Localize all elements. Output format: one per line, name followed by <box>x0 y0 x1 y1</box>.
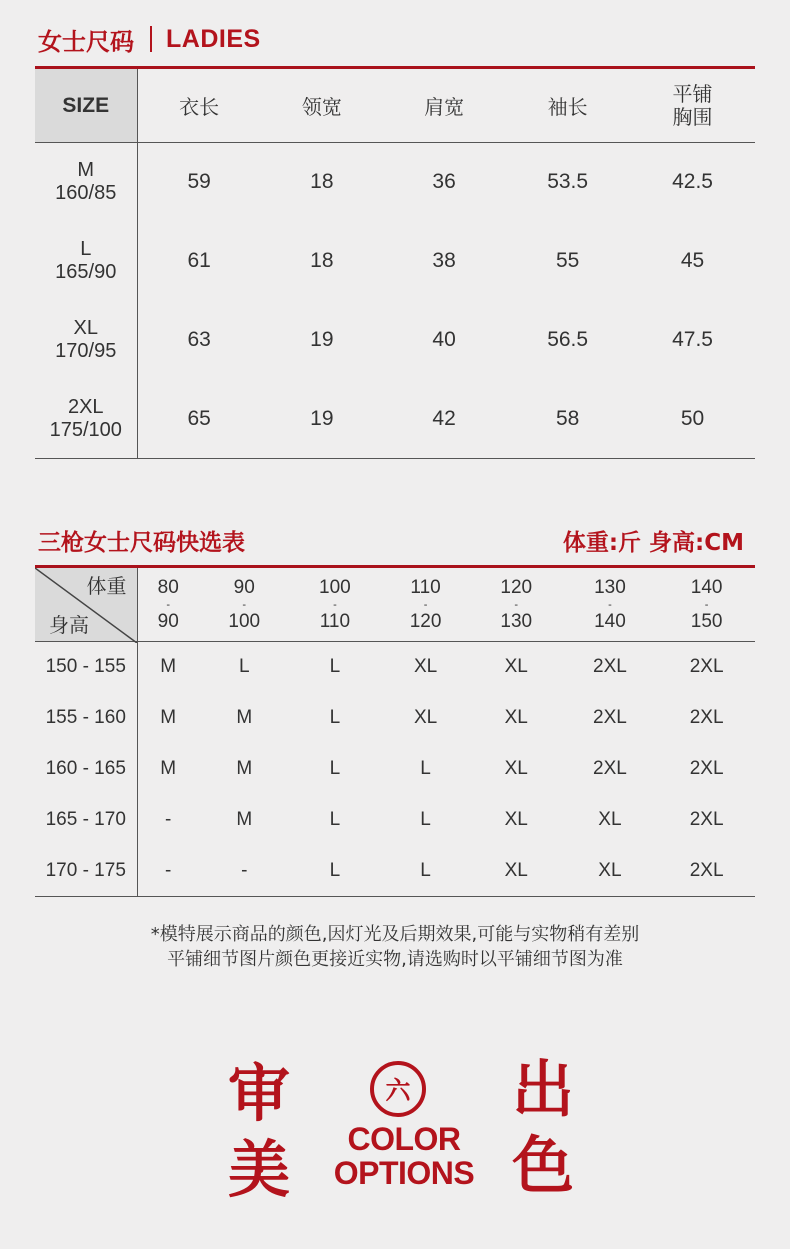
size-result: 2XL <box>593 758 627 779</box>
corner-cell <box>35 567 137 642</box>
size-result: L <box>238 656 250 678</box>
weight-from: 90 <box>233 576 255 598</box>
size-result: L <box>329 656 341 678</box>
weight-header <box>471 567 562 642</box>
size-result: 2XL <box>689 809 724 830</box>
size-result: 2XL <box>689 859 724 881</box>
size-result: 2XL <box>689 656 724 678</box>
weight-dash: - <box>608 598 612 611</box>
size-result: XL <box>598 859 622 881</box>
weight-dash: - <box>166 598 171 611</box>
logo-char-mei: 美 <box>228 1133 291 1206</box>
size-result: 2XL <box>689 707 724 728</box>
value-cell: 56.5 <box>547 328 589 351</box>
note-line-2: 平铺细节图片颜色更接近实物,请选购时以平铺细节图为准 <box>167 949 623 970</box>
value-cell: 59 <box>187 170 211 194</box>
color-options-logo <box>0 1055 790 1215</box>
size-result: - <box>241 859 248 881</box>
height-range: 155 - 160 <box>35 693 137 744</box>
weight-to: 110 <box>319 610 351 632</box>
size-result: M <box>160 758 177 779</box>
size-result: 2XL <box>593 656 627 678</box>
weight-dash: - <box>704 598 709 611</box>
quick-select-table <box>35 565 755 897</box>
size-result: XL <box>504 707 528 728</box>
value-cell: 42.5 <box>672 170 713 194</box>
weight-to: 100 <box>228 610 261 632</box>
weight-dash: - <box>514 598 519 611</box>
value-cell: 42 <box>432 406 456 430</box>
value-cell: 65 <box>187 406 211 430</box>
size-result: - <box>165 859 172 881</box>
weight-from: 100 <box>319 576 351 598</box>
header-shoulder: 肩宽 <box>383 68 505 143</box>
table-row <box>35 795 755 846</box>
table-row <box>35 642 755 693</box>
size-result: L <box>420 809 431 830</box>
header-chest-line2: 胸围 <box>672 104 713 129</box>
size-result: L <box>420 758 431 779</box>
height-range: 170 - 175 <box>35 846 137 897</box>
size-result: L <box>329 859 341 881</box>
table-row <box>35 744 755 795</box>
weight-to: 150 <box>690 610 723 632</box>
header-size: SIZE <box>35 68 137 143</box>
value-cell: 18 <box>310 170 334 194</box>
size-cell <box>35 143 137 222</box>
value-cell: 61 <box>187 249 211 272</box>
note-line-1: *模特展示商品的颜色,因灯光及后期效果,可能与实物稍有差别 <box>150 924 640 945</box>
size-result: XL <box>504 859 528 881</box>
weight-dash: - <box>242 598 247 611</box>
title-separator <box>150 26 152 52</box>
size-result: M <box>160 707 177 728</box>
unit-note: 体重:斤 身高:CM <box>562 530 744 556</box>
weight-header <box>658 567 755 642</box>
weight-header <box>199 567 290 642</box>
weight-from: 130 <box>594 576 626 598</box>
size-label: XL <box>73 317 98 339</box>
value-cell: 50 <box>680 406 705 430</box>
weight-from: 80 <box>157 576 179 598</box>
color-disclaimer <box>0 922 790 972</box>
size-result: XL <box>598 809 622 830</box>
table-row <box>35 846 755 897</box>
height-range: 150 - 155 <box>35 642 137 693</box>
weight-dash: - <box>333 598 337 611</box>
value-cell: 58 <box>555 406 580 430</box>
logo-char-chu: 出 <box>512 1053 575 1126</box>
size-result: XL <box>413 656 438 678</box>
corner-height-label: 身高 <box>49 613 89 637</box>
size-result: L <box>329 809 341 830</box>
value-cell: 47.5 <box>672 328 713 351</box>
size-spec: 170/95 <box>55 340 117 362</box>
size-result: M <box>236 758 253 779</box>
value-cell: 18 <box>310 249 334 272</box>
size-spec: 175/100 <box>49 418 122 441</box>
value-cell: 63 <box>187 328 211 351</box>
header-chest-line1: 平铺 <box>672 81 713 106</box>
header-collar: 领宽 <box>261 68 383 143</box>
size-label: 2XL <box>67 395 104 418</box>
size-result: XL <box>504 758 528 779</box>
weight-from: 110 <box>410 576 441 598</box>
size-result: 2XL <box>689 758 724 779</box>
size-result: M <box>236 809 253 830</box>
size-result: M <box>160 656 177 678</box>
corner-weight-label: 体重 <box>86 574 127 598</box>
value-cell: 55 <box>555 249 580 272</box>
quick-select-title: 三枪女士尺码快选表 <box>38 530 245 556</box>
table-row <box>35 143 755 222</box>
weight-to: 120 <box>409 610 442 632</box>
size-result: XL <box>504 809 528 830</box>
height-range: 165 - 170 <box>35 795 137 846</box>
logo-en-options: OPTIONS <box>333 1155 475 1191</box>
logo-en-color: COLOR <box>347 1121 461 1157</box>
table-row <box>35 380 755 459</box>
ladies-size-title <box>38 22 261 56</box>
size-cell <box>35 301 137 380</box>
size-cell <box>35 380 137 459</box>
height-range: 160 - 165 <box>35 744 137 795</box>
value-cell: 36 <box>432 170 456 194</box>
size-result: L <box>329 707 341 728</box>
size-result: M <box>236 707 253 728</box>
table-row <box>35 222 755 301</box>
header-chest <box>630 68 755 143</box>
table-row <box>35 693 755 744</box>
title-cn: 女士尺码 <box>38 27 134 56</box>
size-label: L <box>80 238 92 260</box>
size-spec: 160/85 <box>55 182 117 205</box>
weight-from: 120 <box>500 576 533 598</box>
size-cell <box>35 222 137 301</box>
weight-from: 140 <box>690 576 723 598</box>
weight-to: 130 <box>500 610 533 632</box>
table-row <box>35 301 755 380</box>
weight-header <box>137 567 199 642</box>
size-result: XL <box>413 707 438 728</box>
size-result: L <box>329 758 341 779</box>
quick-table-header <box>35 567 755 642</box>
size-result: 2XL <box>593 707 627 728</box>
value-cell: 53.5 <box>547 170 589 194</box>
title-en: LADIES <box>166 24 261 53</box>
weight-header <box>290 567 381 642</box>
header-length: 衣长 <box>137 68 261 143</box>
value-cell: 38 <box>432 249 456 272</box>
size-table <box>35 66 755 459</box>
logo-char-se: 色 <box>512 1129 575 1202</box>
value-cell: 19 <box>310 406 334 430</box>
header-sleeve: 袖长 <box>505 68 630 143</box>
size-result: - <box>165 809 172 830</box>
size-result: XL <box>504 656 528 678</box>
size-spec: 165/90 <box>55 261 117 283</box>
value-cell: 19 <box>310 328 334 351</box>
size-table-header <box>35 68 755 143</box>
size-result: L <box>420 859 431 881</box>
value-cell: 45 <box>680 249 705 272</box>
weight-to: 140 <box>594 610 626 632</box>
size-label: M <box>77 159 95 182</box>
six-badge-icon: 六 <box>370 1061 426 1117</box>
weight-to: 90 <box>157 610 179 632</box>
value-cell: 40 <box>432 328 456 351</box>
weight-dash: - <box>423 598 428 611</box>
weight-header <box>562 567 659 642</box>
logo-char-shen: 审 <box>228 1057 291 1130</box>
weight-header <box>380 567 471 642</box>
